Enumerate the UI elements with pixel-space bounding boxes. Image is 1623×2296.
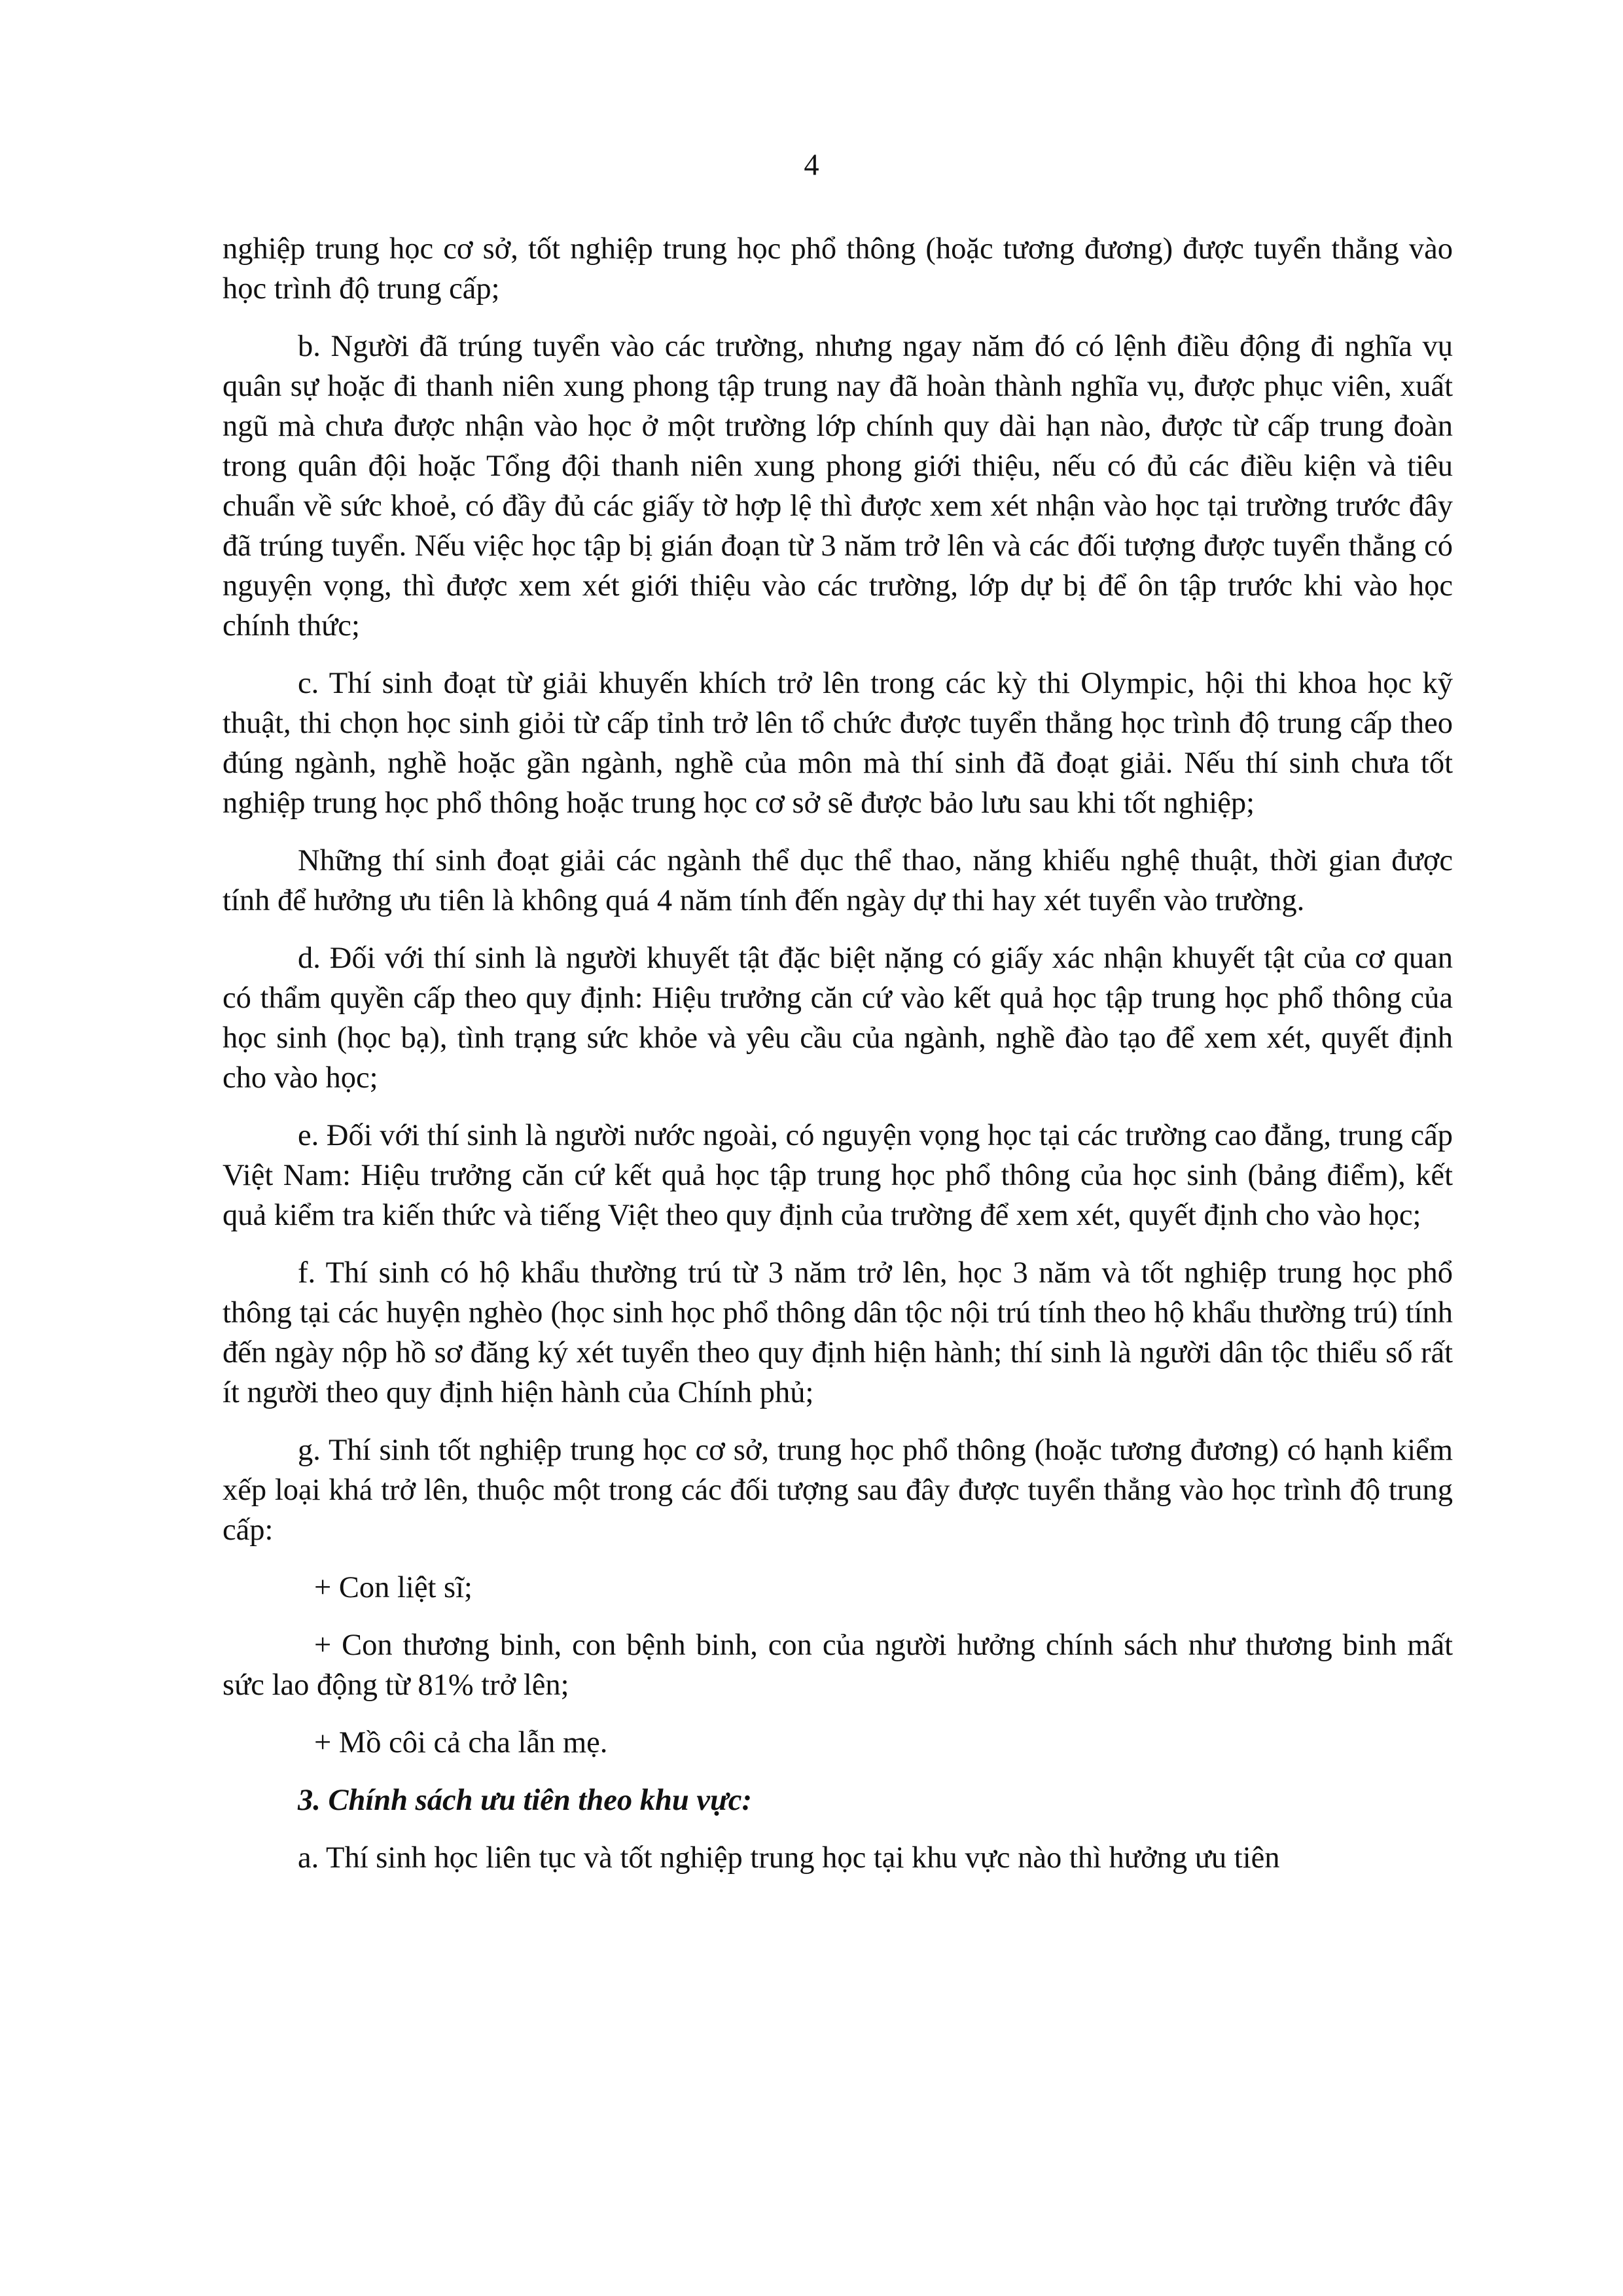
document-body (223, 229, 1453, 1896)
list-item-orphan: + Mồ côi cả cha lẫn mẹ. (314, 1726, 608, 1759)
paragraph-continuation: nghiệp trung học cơ sở, tốt nghiệp trung học phổ thông (hoặc tương đương) được tuyển thẳng vào học trình độ trung cấp; (223, 232, 1453, 306)
paragraph-sports-note: Những thí sinh đoạt giải các ngành thể dục thể thao, năng khiếu nghệ thuật, thời gian được tính để hưởng ưu tiên là không quá 4 năm tính đến ngày dự thi hay xét tuyển vào trường. (223, 844, 1453, 917)
paragraph-item-a: a. Thí sinh học liên tục và tốt nghiệp trung học tại khu vực nào thì hưởng ưu tiên (298, 1841, 1280, 1875)
paragraph-item-f: f. Thí sinh có hộ khẩu thường trú từ 3 năm trở lên, học 3 năm và tốt nghiệp trung học phổ thông tại các huyện nghèo (học sinh học phổ thông dân tộc nội trú tính theo hộ khẩu thường trú) tính đến ngày nộp hồ sơ đăng ký xét tuyển theo quy định hiện hành; thí sinh là người dân tộc thiểu số rất ít người theo quy định hiện hành của Chính phủ; (223, 1256, 1453, 1409)
list-item-martyr-child: + Con liệt sĩ; (314, 1571, 473, 1604)
section-heading-regional-priority: 3. Chính sách ưu tiên theo khu vực: (298, 1784, 752, 1817)
paragraph-item-d: d. Đối với thí sinh là người khuyết tật đặc biệt nặng có giấy xác nhận khuyết tật của cơ quan có thẩm quyền cấp theo quy định: Hiệu trưởng căn cứ vào kết quả học tập trung học phổ thông của học sinh (học bạ), tình trạng sức khỏe và yêu cầu của ngành, nghề đào tạo để xem xét, quyết định cho vào học; (223, 942, 1453, 1095)
paragraph-item-e: e. Đối với thí sinh là người nước ngoài, có nguyện vọng học tại các trường cao đẳng, trung cấp Việt Nam: Hiệu trưởng căn cứ kết quả học tập trung học phổ thông của học sinh (bảng điểm), kết quả kiểm tra kiến thức và tiếng Việt theo quy định của trường để xem xét, quyết định cho vào học; (223, 1119, 1453, 1232)
paragraph-item-c: c. Thí sinh đoạt từ giải khuyến khích trở lên trong các kỳ thi Olympic, hội thi khoa học kỹ thuật, thi chọn học sinh giỏi từ cấp tỉnh trở lên tổ chức được tuyển thẳng học trình độ trung cấp theo đúng ngành, nghề hoặc gần ngành, nghề của môn mà thí sinh đã đoạt giải. Nếu thí sinh chưa tốt nghiệp trung học phổ thông hoặc trung học cơ sở sẽ được bảo lưu sau khi tốt nghiệp; (223, 667, 1453, 820)
page-number: 4 (804, 149, 819, 182)
paragraph-item-b: b. Người đã trúng tuyển vào các trường, nhưng ngay năm đó có lệnh điều động đi nghĩa vụ quân sự hoặc đi thanh niên xung phong tập trung nay đã hoàn thành nghĩa vụ, được phục viên, xuất ngũ mà chưa được nhận vào học ở một trường lớp chính quy dài hạn nào, được từ cấp trung đoàn trong quân đội hoặc Tổng đội thanh niên xung phong giới thiệu, nếu có đủ các điều kiện và tiêu chuẩn về sức khoẻ, có đầy đủ các giấy tờ hợp lệ thì được xem xét nhận vào học tại trường trước đây đã trúng tuyển. Nếu việc học tập bị gián đoạn từ 3 năm trở lên và các đối tượng được tuyển thẳng có nguyện vọng, thì được xem xét giới thiệu vào các trường, lớp dự bị để ôn tập trước khi vào học chính thức; (223, 330, 1453, 643)
paragraph-item-g: g. Thí sinh tốt nghiệp trung học cơ sở, trung học phổ thông (hoặc tương đương) có hạnh kiểm xếp loại khá trở lên, thuộc một trong các đối tượng sau đây được tuyển thẳng vào học trình độ trung cấp: (223, 1434, 1453, 1547)
list-item-invalid-child: + Con thương binh, con bệnh binh, con của người hưởng chính sách như thương binh mất sức lao động từ 81% trở lên; (223, 1629, 1453, 1702)
